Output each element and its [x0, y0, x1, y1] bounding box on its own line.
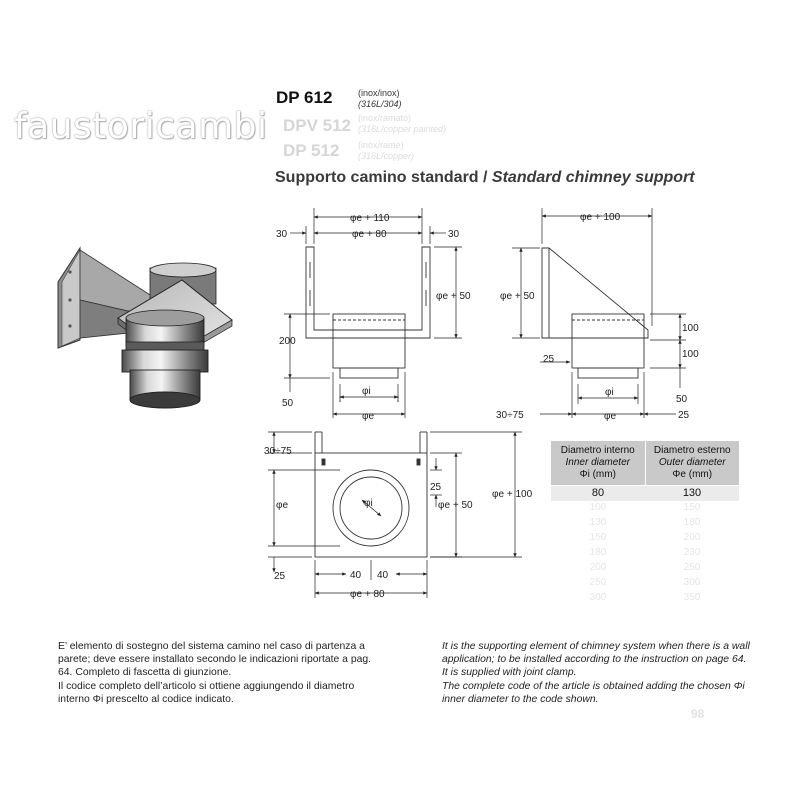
cell-outer: 230	[683, 547, 701, 558]
cell-outer: 180	[683, 517, 701, 528]
dim-front-inner: φi	[362, 386, 371, 397]
dim-plan-bottom-total: φe + 80	[350, 589, 385, 600]
dim-side-outer: φe	[604, 411, 617, 422]
table-header-outer	[645, 441, 740, 485]
dim-front-height-left: 200	[279, 336, 296, 347]
material-line-2: (316L/304)	[358, 99, 402, 109]
ghost-material-2-line-2: (316L/copper)	[358, 151, 415, 161]
cell-inner: 130	[589, 517, 607, 528]
table-header	[551, 441, 739, 485]
dim-plan-circle: φi	[364, 498, 373, 509]
dim-side-bottom-right2: 25	[678, 410, 690, 421]
table-row	[551, 561, 739, 576]
dim-side-upper: 100	[682, 323, 699, 334]
cell-inner: 100	[589, 502, 607, 513]
cell-inner: 200	[589, 562, 607, 573]
cell-inner: 150	[589, 532, 607, 543]
dim-plan-bottom-inner-right: 40	[377, 570, 389, 581]
table-row	[551, 591, 739, 606]
material-line-1: (inox/inox)	[358, 88, 400, 98]
description-it-line: E’ elemento di sostegno del sistema camino nel caso di partenza a	[58, 641, 365, 652]
header-outer-it: Diametro esterno	[653, 445, 731, 456]
dim-front-top-total: φe + 110	[350, 213, 390, 224]
title-english: Standard chimney support	[491, 169, 695, 186]
cell-inner: 250	[589, 577, 607, 588]
cell-outer: 200	[683, 532, 701, 543]
watermark-logo: faustoricambi	[14, 106, 268, 147]
description-english	[442, 640, 772, 706]
dim-side-height-left: φe + 50	[500, 291, 535, 302]
dim-plan-right-mid: φe + 50	[438, 500, 473, 511]
description-en-line: It is the supporting element of chimney system when there is a wall	[442, 641, 750, 652]
description-en-line: inner diameter to the code shown.	[442, 693, 599, 705]
dim-front-left-side: 30	[276, 229, 288, 240]
table-header-inner	[551, 441, 645, 485]
front-bracket	[306, 247, 430, 338]
title-separator: /	[478, 169, 492, 186]
dim-plan-left: φe	[276, 500, 289, 511]
table-row-main	[551, 486, 739, 501]
header-inner-unit: Φi (mm)	[579, 469, 616, 480]
dim-side-inner: φi	[605, 387, 614, 398]
ghost-model-code-1: DPV 512	[283, 116, 352, 135]
side-view	[542, 248, 648, 378]
dim-front-height-right: φe + 50	[436, 291, 471, 302]
header-inner-en: Inner diameter	[565, 457, 630, 468]
dim-plan-bottom-inner-left: 40	[350, 570, 362, 581]
cell-outer-diameter: 130	[682, 487, 702, 499]
diameter-table	[551, 441, 739, 606]
cell-inner-diameter: 80	[591, 487, 605, 499]
table-row	[551, 546, 739, 561]
ghost-material-1-line-2: (316L/copper painted)	[358, 124, 447, 134]
dim-front-bottom-left: 50	[282, 398, 294, 409]
description-en-line: application; to be installed according to the instruction on page 64.	[442, 654, 747, 666]
side-bracket	[542, 248, 648, 338]
table-row	[551, 531, 739, 546]
dim-side-step: 25	[543, 354, 555, 365]
dim-plan-right-outer: φe + 100	[492, 489, 533, 500]
cell-outer: 350	[683, 592, 701, 603]
dim-plan-right-small: 25	[430, 482, 442, 493]
header-outer-unit: Φe (mm)	[672, 469, 713, 480]
description-en-line: It is supplied with joint clamp.	[442, 667, 577, 679]
table-row	[551, 576, 739, 591]
description-en-line: The complete code of the article is obtained adding the chosen Φi	[442, 680, 745, 692]
cell-outer: 300	[683, 577, 701, 588]
table-row	[551, 501, 739, 516]
cell-inner: 180	[589, 547, 607, 558]
title-italian: Supporto camino standard	[275, 169, 479, 186]
dim-plan-top-left: 30÷75	[264, 446, 292, 457]
dim-front-top-mid: φe + 80	[352, 229, 387, 240]
cell-outer: 250	[683, 562, 701, 573]
cell-inner: 300	[589, 592, 607, 603]
product-illustration	[58, 248, 232, 408]
model-code: DP 612	[276, 88, 333, 107]
header-inner-it: Diametro interno	[560, 445, 635, 456]
description-it-line: 64. Completo di fascetta di giunzione.	[58, 667, 232, 679]
front-pipe	[333, 314, 405, 368]
dim-plan-bottom-left: 25	[274, 571, 286, 582]
description-it-line: Il codice completo dell’articolo si ottiene aggiungendo il diametro	[58, 680, 355, 692]
description-it-line: parete; deve essere installato secondo le indicazioni riportate a pag.	[58, 654, 372, 666]
ghost-material-1-line-1: (inox/ramato)	[358, 113, 412, 123]
dim-side-bottom-left: 30÷75	[496, 410, 524, 421]
page-number: 98	[691, 707, 705, 721]
description-italian	[58, 640, 418, 706]
ghost-material-2-line-1: (inox/rame)	[358, 140, 404, 150]
ghost-model-code-2: DP 512	[283, 141, 340, 160]
description-it-line: interno Φi prescelto al codice indicato.	[58, 693, 234, 705]
side-pipe	[572, 314, 644, 368]
front-view	[306, 247, 430, 404]
dim-side-top: φe + 100	[580, 212, 621, 223]
cell-outer: 150	[683, 502, 701, 513]
table-row	[551, 516, 739, 531]
dim-front-right-side: 30	[448, 229, 460, 240]
plan-view	[315, 432, 427, 557]
dim-side-bottom-right: 50	[676, 394, 688, 405]
dim-side-lower: 100	[682, 349, 699, 360]
dim-front-outer: φe	[362, 411, 375, 422]
header-outer-en: Outer diameter	[658, 457, 726, 468]
